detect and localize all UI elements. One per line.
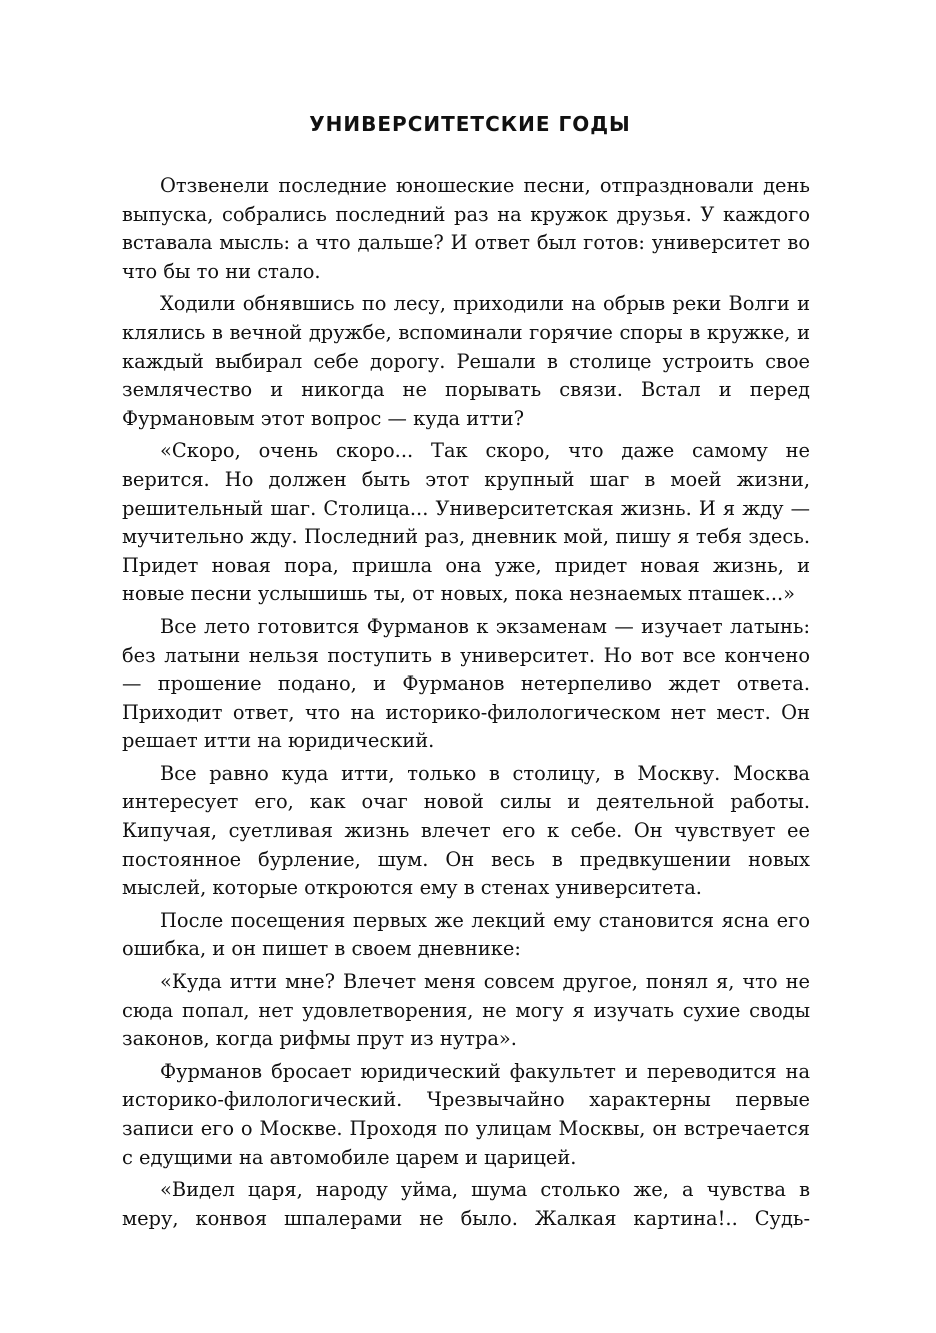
paragraph-7: «Куда итти мне? Влечет меня совсем другое, понял я, что не сюда попал, нет удовлетворения, не могу я изучать сухие своды законов, когда рифмы прут из нутра». bbox=[122, 970, 810, 1051]
chapter-title: УНИВЕРСИТЕТСКИЕ ГОДЫ bbox=[309, 112, 631, 136]
paragraph-5: Все равно куда итти, только в столицу, в Москву. Москва интересует его, как очаг новой силы и деятельной работы. Кипучая, суетливая жизнь влечет его к себе. Он чувствует ее постоянное бурление, шум. Он весь в предвкушении новых мыслей, которые откроются ему в стенах университета. bbox=[122, 761, 810, 900]
paragraph-8: Фурманов бросает юридический факультет и переводится на историко-филологический. Чрезвычайно характерны первые записи его о Москве. Проходя по улицам Москвы, он встречается с едущими на автомобиле царем и царицей. bbox=[122, 1059, 810, 1169]
page bbox=[122, 112, 810, 1237]
paragraph-1: Отзвенели последние юношеские песни, отпраздновали день выпуска, собрались последний раз на кружок друзья. У каждого вставала мысль: а что дальше? И ответ был готов: университет во что бы то ни стало. bbox=[122, 174, 810, 283]
paragraph-6: После посещения первых же лекций ему становится ясна его ошибка, и он пишет в своем дневнике: bbox=[122, 908, 810, 961]
paragraph-9: «Видел царя, народу уйма, шума столько же, а чувства в меру, конвоя шпалерами не было. Жалкая картина!.. Судь- bbox=[122, 1178, 810, 1230]
paragraph-3: «Скоро, очень скоро... Так скоро, что даже самому не верится. Но должен быть этот крупный шаг в моей жизни, решительный шаг. Столица... Университетская жизнь. И я жду — мучительно жду. Последний раз, дневник мой, пишу я тебя здесь. Придет новая пора, пришла она уже, придет новая жизнь, и новые песни услышишь ты, от новых, пока незнаемых пташек...» bbox=[122, 439, 810, 606]
paragraph-4: Все лето готовится Фурманов к экзаменам — изучает латынь: без латыни нельзя поступить в университет. Но вот все кончено — прошение подано, и Фурманов нетерпеливо ждет ответа. Приходит ответ, что на историко-филологическом нет мест. Он решает итти на юридический. bbox=[122, 614, 810, 753]
paragraph-2: Ходили обнявшись по лесу, приходили на обрыв реки Волги и клялись в вечной дружбе, вспоминали горячие споры в кружке, и каждый выбирал себе дорогу. Решали в столице устроить свое землячество и никогда не порывать связи. Встал и перед Фурмановым этот вопрос — куда итти? bbox=[122, 292, 810, 430]
